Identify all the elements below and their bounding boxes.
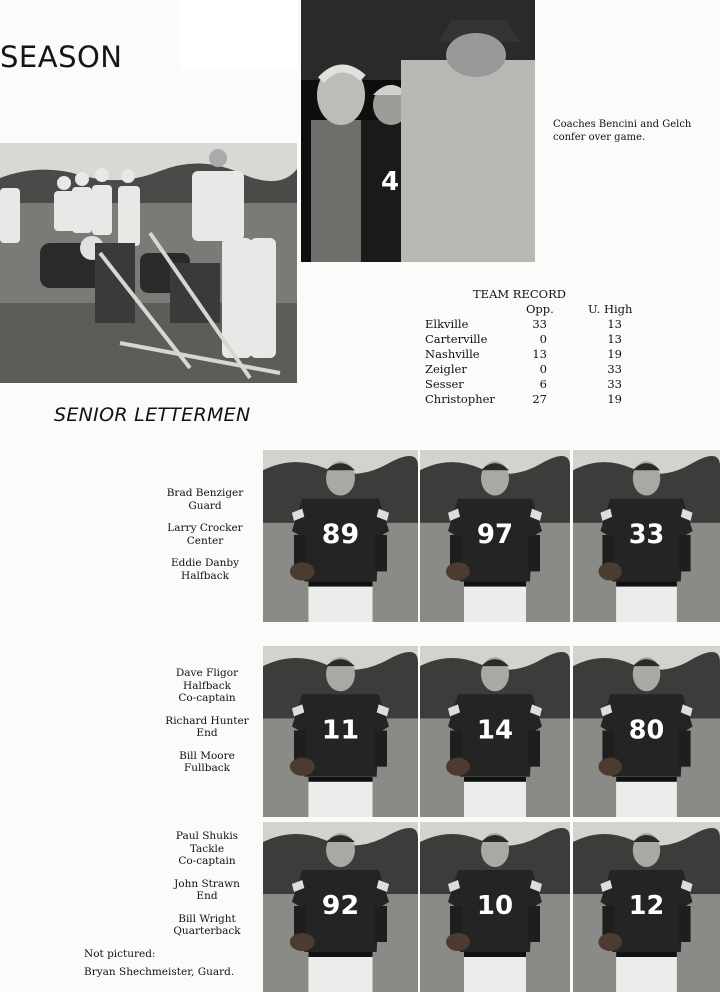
coaches-photo [301, 0, 535, 262]
opponent-name: Sesser [425, 377, 464, 391]
player-name: Bill Moore [179, 749, 235, 762]
player-position: End [196, 890, 218, 902]
player-name: Brad Benziger [166, 487, 244, 499]
jersey-number: 12 [628, 890, 665, 922]
player-name: Bill Wright [178, 912, 236, 925]
jersey-number: 92 [321, 890, 360, 921]
table-row [425, 332, 655, 347]
player-name: Richard Hunter [165, 714, 249, 727]
lettermen-names-group-3 [152, 830, 262, 938]
player-photo [573, 822, 720, 992]
player-photo [420, 450, 570, 622]
table-row [425, 392, 655, 407]
player-photo [573, 646, 720, 817]
not-pictured-text: Bryan Shechmeister, Guard. [84, 966, 235, 978]
lettermen-names-group-1 [150, 487, 260, 582]
uhigh-score: 13 [607, 332, 622, 346]
uhigh-score: 13 [607, 317, 622, 331]
opponent-score: 27 [532, 392, 547, 406]
section-heading: SENIOR LETTERMEN [54, 404, 251, 426]
opponent-name: Elkville [425, 317, 469, 331]
lettermen-names-group-2 [152, 667, 262, 775]
opponent-name: Zeigler [425, 362, 467, 376]
team-record-title: TEAM RECORD [473, 287, 566, 301]
player-position: Fullback [184, 762, 230, 774]
column-header-opp: Opp. [526, 302, 554, 316]
uhigh-score: 19 [607, 392, 622, 406]
opponent-score: 6 [539, 377, 547, 391]
opponent-score: 0 [539, 332, 547, 346]
opponent-score: 0 [539, 362, 547, 376]
player-photo [263, 822, 418, 992]
player-name: Paul Shukis [175, 830, 239, 842]
player-position: End [196, 727, 218, 739]
uhigh-score: 19 [607, 347, 622, 361]
player-position: Guard [188, 499, 222, 512]
table-row [425, 362, 655, 377]
opponent-score: 13 [532, 347, 547, 361]
jersey-number: 97 [476, 519, 514, 551]
uhigh-score: 33 [607, 377, 622, 391]
player-name: Larry Crocker [167, 522, 243, 534]
player-position: Quarterback [173, 925, 241, 937]
jersey-number: 33 [628, 519, 665, 551]
player-note: Co-captain [178, 855, 236, 867]
player-position: Center [186, 534, 224, 547]
table-row [425, 317, 655, 332]
uhigh-score: 33 [607, 362, 622, 376]
player-photo [420, 646, 570, 817]
jersey-number: 80 [628, 715, 665, 746]
team-record-header [425, 302, 655, 317]
page-title: SEASON [0, 40, 123, 74]
opponent-score: 33 [532, 317, 547, 331]
table-row [425, 347, 655, 362]
jersey-number: 14 [476, 715, 514, 746]
player-position: Tackle [189, 842, 225, 855]
opponent-name: Nashville [425, 347, 480, 361]
jersey-number: 4 [381, 167, 400, 197]
player-name: Eddie Danby [170, 557, 240, 569]
player-photo [263, 646, 418, 817]
player-note: Co-captain [178, 692, 236, 704]
table-row [425, 377, 655, 392]
player-position: Halfback [183, 679, 231, 692]
opponent-name: Carterville [425, 332, 488, 346]
jersey-number: 11 [321, 714, 360, 746]
practice-photo [0, 143, 297, 383]
player-photo [263, 450, 418, 622]
blank-block [180, 0, 298, 70]
jersey-number: 10 [476, 891, 514, 921]
player-name: Dave Fligor [175, 667, 239, 679]
player-photo [573, 450, 720, 622]
player-name: John Strawn [174, 877, 240, 890]
player-position: Halfback [181, 569, 229, 582]
jersey-number: 89 [321, 519, 360, 551]
not-pictured-label: Not pictured: [84, 948, 156, 960]
player-photo [420, 822, 570, 992]
opponent-name: Christopher [425, 392, 495, 406]
coaches-photo-caption: Coaches Bencini and Gelch confer over game. [553, 119, 692, 143]
column-header-uhigh: U. High [588, 302, 633, 316]
